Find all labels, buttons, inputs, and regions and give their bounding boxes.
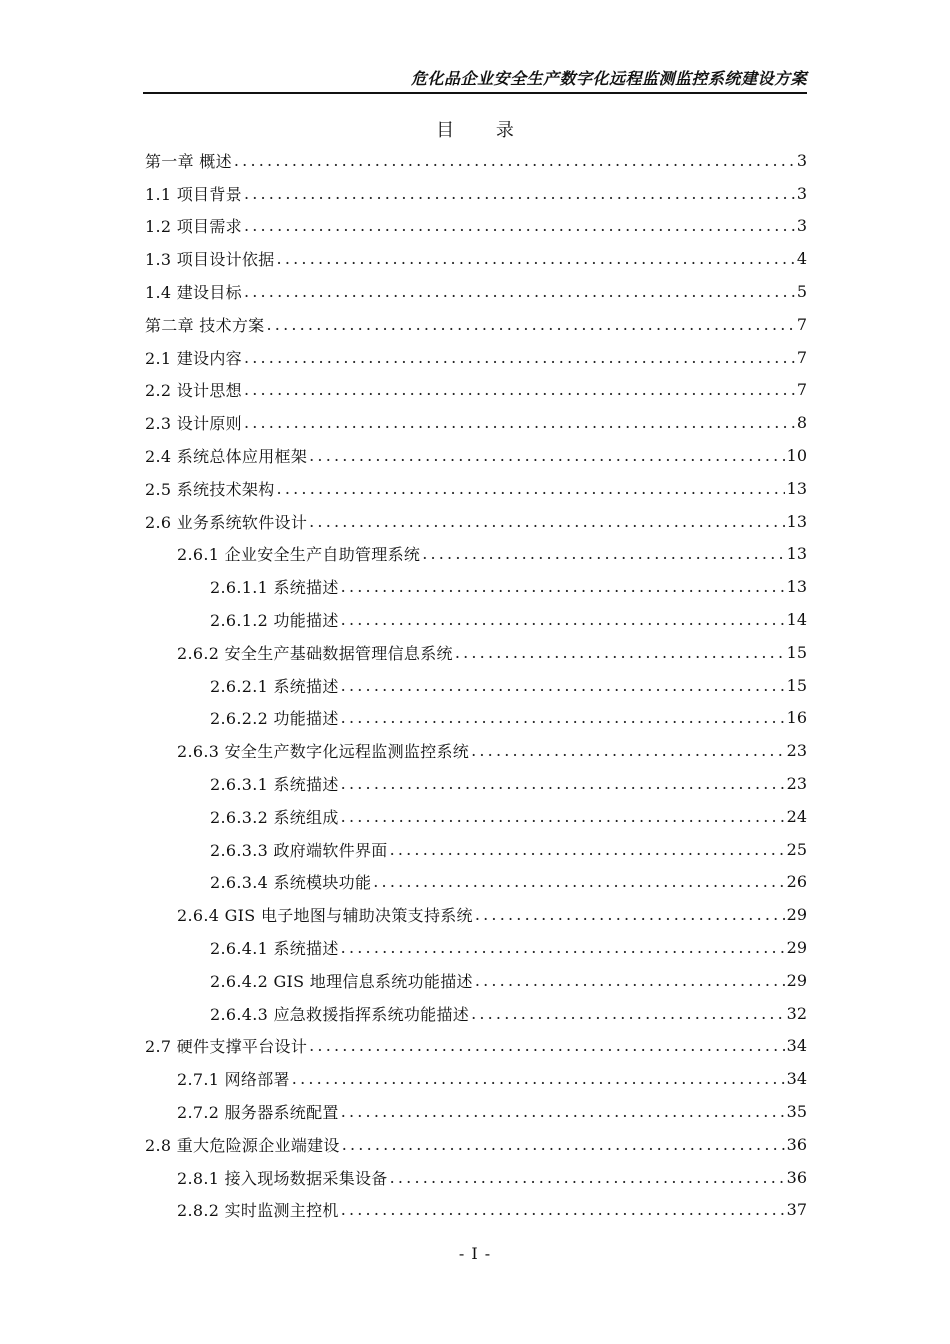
toc-entry-page: 23 xyxy=(786,774,807,794)
toc-entry-page: 4 xyxy=(796,249,807,269)
toc-dot-leader xyxy=(341,676,785,695)
toc-entry[interactable] xyxy=(145,1030,807,1063)
toc-dot-leader xyxy=(309,1036,785,1055)
toc-dot-leader xyxy=(292,1069,785,1088)
toc-entry[interactable] xyxy=(145,374,807,407)
toc-title: 目 录 xyxy=(436,120,532,141)
toc-entry-page: 34 xyxy=(786,1069,807,1089)
toc-entry-label: 2.2 设计思想 xyxy=(145,381,242,401)
toc-entry[interactable] xyxy=(145,144,807,177)
toc-entry-label: 2.7.1 网络部署 xyxy=(177,1070,290,1090)
toc-entry[interactable] xyxy=(145,1161,807,1194)
toc-entry[interactable] xyxy=(145,734,807,767)
toc-dot-leader xyxy=(277,249,795,268)
toc-entry[interactable] xyxy=(145,406,807,439)
toc-entry-label: 1.4 建设目标 xyxy=(145,283,242,303)
toc-entry[interactable] xyxy=(145,866,807,899)
toc-dot-leader xyxy=(309,512,785,531)
toc-entry-page: 3 xyxy=(796,216,807,236)
toc-entry-label: 2.6.4.2 GIS 地理信息系统功能描述 xyxy=(210,971,473,991)
toc-entry[interactable] xyxy=(145,636,807,669)
toc-entry[interactable] xyxy=(145,1128,807,1161)
toc-entry-page: 7 xyxy=(796,380,807,400)
toc-entry-label: 2.4 系统总体应用框架 xyxy=(145,447,308,467)
toc-entry-label: 2.8.1 接入现场数据采集设备 xyxy=(177,1168,388,1188)
toc-entry-label: 2.8.2 实时监测主控机 xyxy=(177,1201,339,1221)
toc-entry[interactable] xyxy=(145,702,807,735)
toc-entry-page: 36 xyxy=(786,1167,807,1187)
toc-entry-label: 第一章 概述 xyxy=(145,151,232,171)
toc-entry-label: 1.2 项目需求 xyxy=(145,217,242,237)
header-divider xyxy=(143,92,807,94)
toc-entry-page: 5 xyxy=(796,282,807,302)
toc-entry-label: 1.3 项目设计依据 xyxy=(145,250,275,270)
toc-dot-leader xyxy=(475,971,785,990)
toc-entry[interactable] xyxy=(145,1194,807,1227)
toc-entry[interactable] xyxy=(145,1062,807,1095)
toc-entry[interactable] xyxy=(145,800,807,833)
toc-dot-leader xyxy=(422,544,784,563)
toc-dot-leader xyxy=(244,348,795,367)
toc-dot-leader xyxy=(390,840,785,859)
toc-entry[interactable] xyxy=(145,603,807,636)
toc-entry-page: 26 xyxy=(786,872,807,892)
toc-entry-page: 3 xyxy=(796,150,807,170)
toc-entry-label: 2.6.3.1 系统描述 xyxy=(210,775,339,795)
toc-entry-page: 23 xyxy=(786,741,807,761)
toc-dot-leader xyxy=(341,938,785,957)
toc-entry-page: 29 xyxy=(786,938,807,958)
toc-entry[interactable] xyxy=(145,997,807,1030)
toc-dot-leader xyxy=(234,151,795,170)
toc-entry[interactable] xyxy=(145,1095,807,1128)
toc-entry-label: 2.6 业务系统软件设计 xyxy=(145,512,308,532)
toc-entry[interactable] xyxy=(145,210,807,243)
toc-entry-label: 2.6.3.2 系统组成 xyxy=(210,807,339,827)
page-number: - I - xyxy=(458,1244,492,1263)
toc-entry[interactable] xyxy=(145,669,807,702)
toc-entry-page: 15 xyxy=(786,642,807,662)
toc-entry-label: 2.6.2 安全生产基础数据管理信息系统 xyxy=(177,643,453,663)
toc-entry-page: 15 xyxy=(786,675,807,695)
toc-entry[interactable] xyxy=(145,767,807,800)
toc-entry[interactable] xyxy=(145,439,807,472)
toc-entry-page: 8 xyxy=(796,413,807,433)
toc-entry-label: 2.6.1 企业安全生产自助管理系统 xyxy=(177,545,421,565)
toc-entry[interactable] xyxy=(145,538,807,571)
toc-entry[interactable] xyxy=(145,931,807,964)
toc-dot-leader xyxy=(341,577,785,596)
toc-entry-page: 3 xyxy=(796,183,807,203)
toc-dot-leader xyxy=(471,741,785,760)
toc-entry[interactable] xyxy=(145,570,807,603)
toc-entry[interactable] xyxy=(145,472,807,505)
toc-entry-page: 7 xyxy=(796,347,807,367)
toc-dot-leader xyxy=(267,315,795,334)
toc-entry-label: 2.6.1.2 功能描述 xyxy=(210,611,339,631)
toc-dot-leader xyxy=(341,708,785,727)
toc-dot-leader xyxy=(341,807,785,826)
toc-entry[interactable] xyxy=(145,505,807,538)
toc-dot-leader xyxy=(341,610,785,629)
toc-entry[interactable] xyxy=(145,177,807,210)
toc-entry-label: 2.6.3 安全生产数字化远程监测监控系统 xyxy=(177,742,470,762)
toc-entry-page: 16 xyxy=(786,708,807,728)
toc-dot-leader xyxy=(341,1102,785,1121)
toc-dot-leader xyxy=(244,413,795,432)
toc-entry[interactable] xyxy=(145,341,807,374)
toc-entry-label: 2.1 建设内容 xyxy=(145,348,242,368)
toc-entry-label: 2.7 硬件支撑平台设计 xyxy=(145,1037,308,1057)
toc-dot-leader xyxy=(244,282,795,301)
toc-entry[interactable] xyxy=(145,242,807,275)
toc-entry[interactable] xyxy=(145,898,807,931)
toc-entry-page: 24 xyxy=(786,806,807,826)
toc-dot-leader xyxy=(342,1135,785,1154)
toc-dot-leader xyxy=(471,1004,785,1023)
toc-entry-label: 2.3 设计原则 xyxy=(145,414,242,434)
toc-entry-page: 37 xyxy=(786,1200,807,1220)
toc-dot-leader xyxy=(309,446,785,465)
toc-entry-label: 第二章 技术方案 xyxy=(145,315,265,335)
toc-entry[interactable] xyxy=(145,964,807,997)
toc-entry-page: 29 xyxy=(786,970,807,990)
toc-entry[interactable] xyxy=(145,275,807,308)
toc-entry-label: 1.1 项目背景 xyxy=(145,184,242,204)
toc-entry[interactable] xyxy=(145,308,807,341)
toc-entry-page: 13 xyxy=(786,478,807,498)
toc-entry-label: 2.6.4 GIS 电子地图与辅助决策支持系统 xyxy=(177,906,473,926)
toc-dot-leader xyxy=(244,216,795,235)
toc-dot-leader xyxy=(341,1200,785,1219)
toc-entry-page: 32 xyxy=(786,1003,807,1023)
toc-entry-page: 25 xyxy=(786,839,807,859)
toc-dot-leader xyxy=(244,380,795,399)
toc-entry-label: 2.6.4.3 应急救援指挥系统功能描述 xyxy=(210,1004,470,1024)
toc-entry-label: 2.5 系统技术架构 xyxy=(145,479,275,499)
toc-entry-label: 2.6.2.2 功能描述 xyxy=(210,709,339,729)
toc-entry-page: 13 xyxy=(786,577,807,597)
toc-dot-leader xyxy=(277,479,785,498)
toc-entry-page: 7 xyxy=(796,314,807,334)
toc-entry-label: 2.6.3.3 政府端软件界面 xyxy=(210,840,388,860)
toc-dot-leader xyxy=(341,774,785,793)
table-of-contents xyxy=(145,144,807,1226)
toc-entry-page: 13 xyxy=(786,511,807,531)
toc-entry-label: 2.7.2 服务器系统配置 xyxy=(177,1103,339,1122)
toc-entry-label: 2.6.1.1 系统描述 xyxy=(210,578,339,598)
toc-entry[interactable] xyxy=(145,833,807,866)
toc-entry-page: 10 xyxy=(786,446,807,466)
toc-dot-leader xyxy=(373,872,784,891)
toc-entry-page: 36 xyxy=(786,1134,807,1154)
document-title: 危化品企业安全生产数字化远程监测监控系统建设方案 xyxy=(410,69,807,88)
toc-entry-label: 2.8 重大危险源企业端建设 xyxy=(145,1135,340,1155)
toc-entry-page: 29 xyxy=(786,905,807,925)
toc-entry-label: 2.6.3.4 系统模块功能 xyxy=(210,873,372,893)
toc-dot-leader xyxy=(475,905,785,924)
toc-entry-page: 13 xyxy=(786,544,807,564)
toc-dot-leader xyxy=(455,643,785,662)
toc-entry-label: 2.6.2.1 系统描述 xyxy=(210,676,339,696)
toc-entry-page: 34 xyxy=(786,1036,807,1056)
toc-entry-page: 35 xyxy=(786,1102,807,1121)
toc-dot-leader xyxy=(390,1168,785,1187)
toc-entry-page: 14 xyxy=(786,610,807,630)
toc-entry-label: 2.6.4.1 系统描述 xyxy=(210,939,339,959)
toc-dot-leader xyxy=(244,184,795,203)
